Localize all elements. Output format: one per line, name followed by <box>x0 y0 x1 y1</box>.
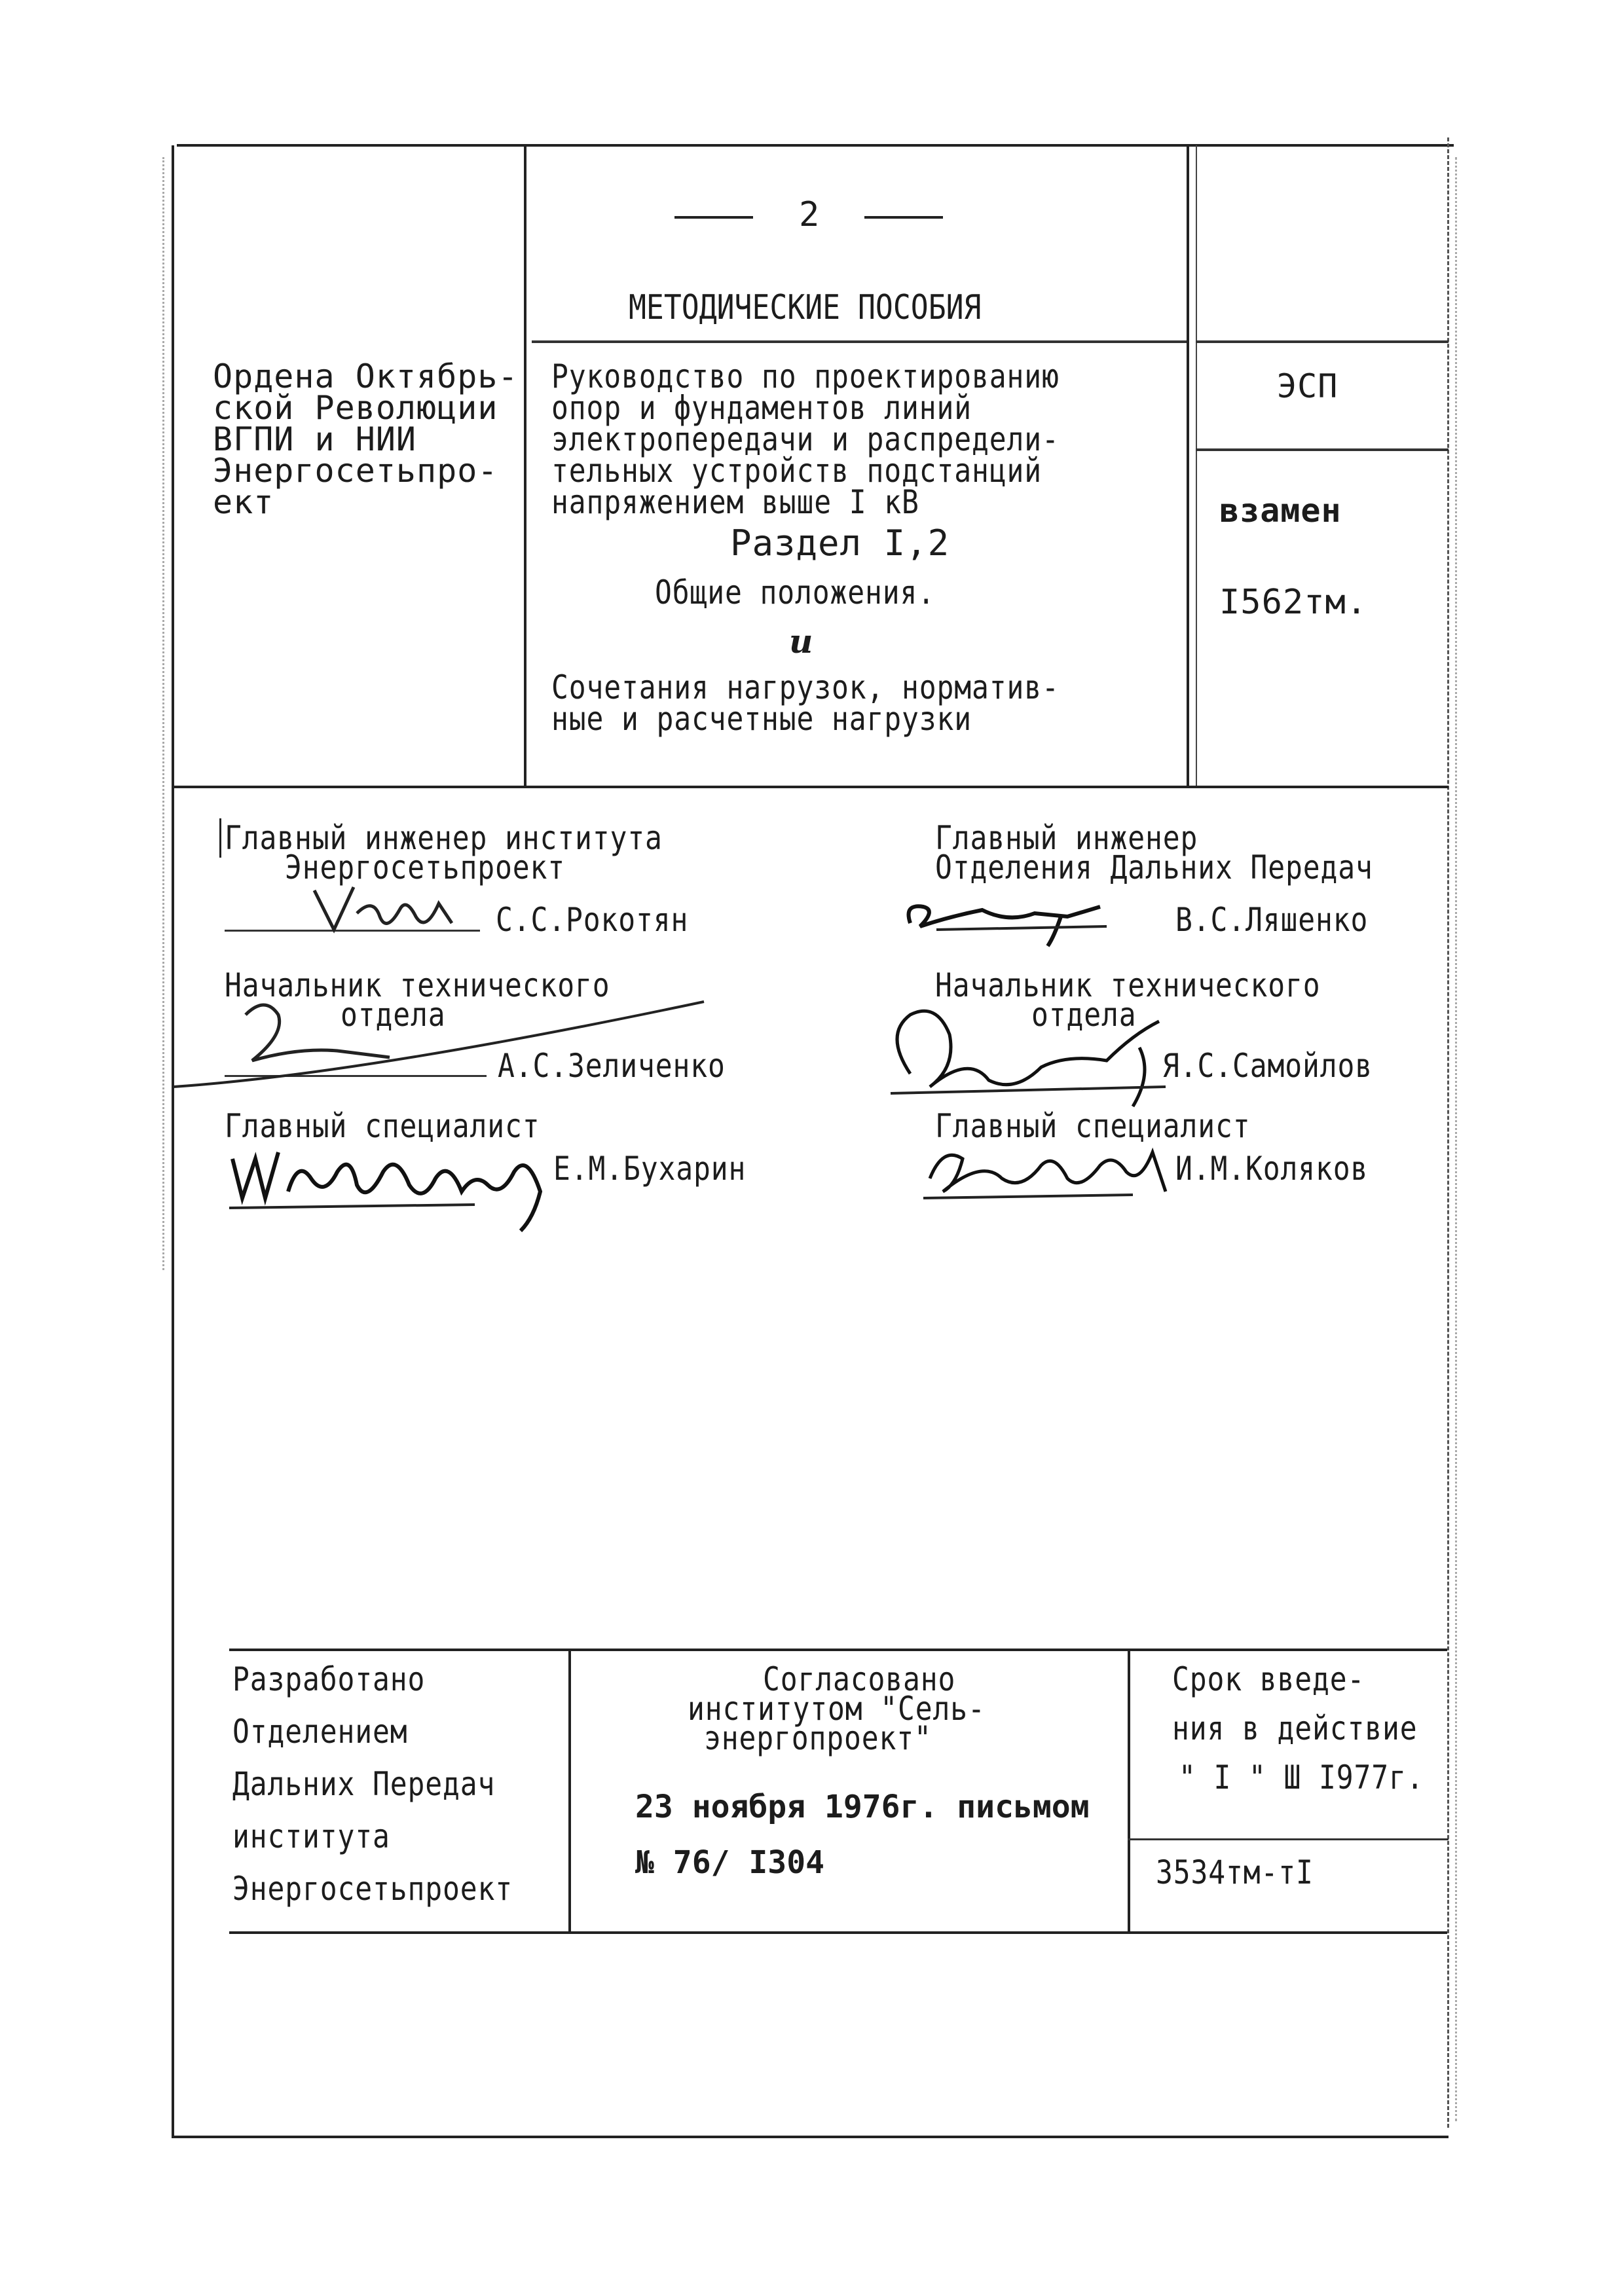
developed-by-line: Энергосетьпроект <box>232 1870 513 1908</box>
signature-rokotyan <box>295 877 478 949</box>
developed-by-line: Дальних Передач <box>232 1765 496 1803</box>
document-title-line: тельных устройств подстанций <box>551 452 1042 490</box>
subtitle-loads-line: ные и расчетные нагрузки <box>551 700 972 738</box>
signature-samoylov <box>871 995 1198 1113</box>
tech-head-name: Я.С.Самойлов <box>1162 1047 1373 1085</box>
approval-number: № 76/ I304 <box>635 1844 824 1881</box>
effective-label: Срок введе- <box>1172 1660 1365 1698</box>
effective-label: ния в действие <box>1172 1709 1418 1747</box>
specialist-name: И.М.Коляков <box>1175 1150 1369 1188</box>
document-title-line: напряжением выше I кВ <box>551 483 919 521</box>
approved-by-line: Согласовано <box>763 1660 956 1698</box>
subtitle-loads-line: Сочетания нагрузок, норматив- <box>551 668 1060 706</box>
organization-line: Ордена Октябрь- <box>213 357 519 395</box>
specialist-title: Главный специалист <box>935 1107 1251 1145</box>
chief-engineer-title: Главный инженер <box>935 819 1198 857</box>
signature-bukharin <box>226 1133 593 1237</box>
signature-lyashenko <box>897 890 1159 949</box>
organization-line: Энергосетьпро- <box>213 452 498 490</box>
document-title-line: опор и фундаментов линий <box>551 389 972 427</box>
organization-line: ской Революции <box>213 389 498 427</box>
signature-zelichenko <box>167 989 756 1113</box>
chief-engineer-name: В.С.Ляшенко <box>1175 901 1369 939</box>
signature-kolyakov <box>917 1133 1192 1205</box>
chief-engineer-title: Отделения Дальних Передач <box>935 848 1373 886</box>
chief-engineer-title: Главный инженер института <box>225 819 663 857</box>
approved-by-line: энергопроект" <box>704 1719 932 1757</box>
tech-head-title: Начальник технического <box>225 966 610 1004</box>
effective-date: " I " Ш I977г. <box>1179 1758 1424 1796</box>
organization-line: ект <box>213 483 274 521</box>
document-title-line: Руководство по проектированию <box>551 357 1060 395</box>
tech-head-title: отдела <box>341 996 446 1034</box>
approved-by-line: институтом "Сель- <box>688 1690 986 1728</box>
developed-by-line: Разработано <box>232 1660 426 1698</box>
replaces-number: I562тм. <box>1219 583 1368 622</box>
chief-engineer-name: С.С.Рокотян <box>496 901 689 939</box>
replaces-label: взамен <box>1219 492 1342 530</box>
organization-line: ВГПИ и НИИ <box>213 420 417 458</box>
page-number: 2 <box>674 195 950 234</box>
specialist-name: Е.М.Бухарин <box>553 1150 747 1188</box>
conjunction: и <box>789 622 814 661</box>
document-title-line: электропередачи и распредели- <box>551 420 1060 458</box>
chief-engineer-title: Энергосетьпроект <box>285 848 565 886</box>
code-label: ЭСП <box>1277 367 1338 405</box>
approval-date: 23 ноября 1976г. письмом <box>635 1789 1090 1825</box>
developed-by-line: института <box>232 1817 390 1855</box>
tech-head-name: А.С.Зеличенко <box>498 1047 726 1085</box>
specialist-title: Главный специалист <box>225 1107 540 1145</box>
tech-head-title: отдела <box>1031 996 1137 1034</box>
section-label: Раздел I,2 <box>730 522 950 564</box>
document-number: 3534тм-тI <box>1156 1853 1314 1891</box>
tech-head-title: Начальник технического <box>935 966 1321 1004</box>
developed-by-line: Отделением <box>232 1713 408 1751</box>
series-title: МЕТОДИЧЕСКИЕ ПОСОБИЯ <box>629 288 982 327</box>
subtitle-general: Общие положения. <box>655 574 935 611</box>
